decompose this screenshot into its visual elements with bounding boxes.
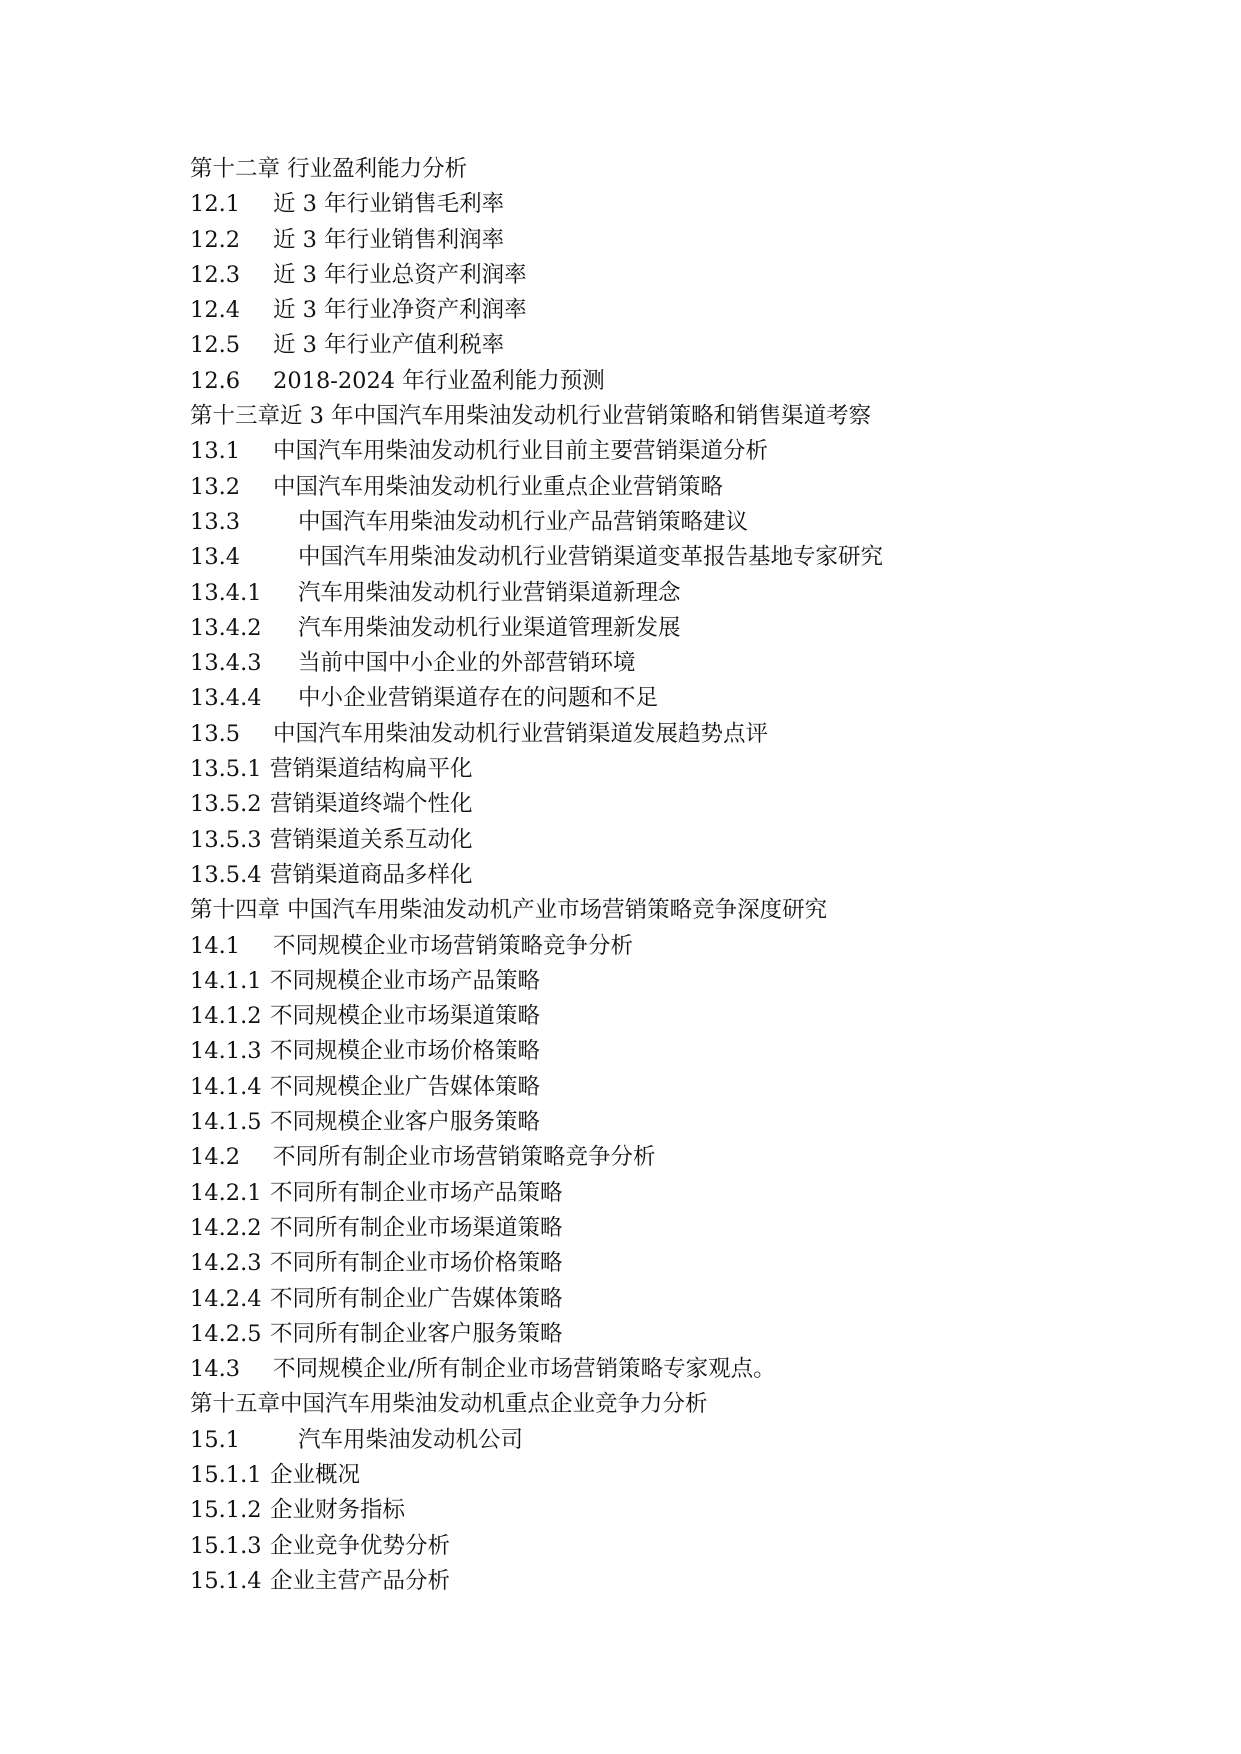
toc-entry <box>190 964 1190 999</box>
toc-entry <box>190 787 1190 822</box>
toc-entry <box>190 1423 1190 1458</box>
toc-entry <box>190 540 1190 575</box>
toc-entry-number: 14.1.3 <box>190 1038 262 1065</box>
toc-entry-number: 12.2 <box>190 226 241 253</box>
toc-entry-number: 13.5.2 <box>190 791 262 818</box>
toc-entry-title: 中国汽车用柴油发动机行业目前主要营销渠道分析 <box>273 438 769 465</box>
toc-entry-number: 15.1 <box>190 1426 241 1453</box>
toc-entry <box>190 364 1190 399</box>
toc-entry-title: 不同所有制企业市场价格策略 <box>270 1250 563 1277</box>
toc-entry-title: 中国汽车用柴油发动机行业产品营销策略建议 <box>298 508 749 535</box>
toc-entry-title: 不同所有制企业市场营销策略竞争分析 <box>273 1144 656 1171</box>
toc-entry <box>190 1211 1190 1246</box>
toc-chapter-heading <box>190 152 1190 187</box>
toc-entry-number: 14.2.2 <box>190 1214 262 1241</box>
toc-entry-number: 13.4.3 <box>190 650 262 677</box>
toc-entry-number: 15.1.2 <box>190 1497 262 1524</box>
toc-entry-number: 12.3 <box>190 261 241 288</box>
toc-entry-title: 近 3 年行业销售利润率 <box>273 226 505 253</box>
toc-entry-title: 不同规模企业/所有制企业市场营销策略专家观点。 <box>273 1356 776 1383</box>
toc-entry <box>190 1317 1190 1352</box>
toc-entry-title: 企业竞争优势分析 <box>270 1532 451 1559</box>
toc-entry-number: 14.1.5 <box>190 1109 262 1136</box>
toc-entry <box>190 611 1190 646</box>
toc-entry-title: 当前中国中小企业的外部营销环境 <box>298 650 636 677</box>
toc-entry <box>190 258 1190 293</box>
toc-entry-number: 15.1.3 <box>190 1532 262 1559</box>
toc-entry-title: 营销渠道终端个性化 <box>270 791 473 818</box>
toc-entry-number: 13.5.3 <box>190 826 262 853</box>
toc-entry <box>190 434 1190 469</box>
toc-entry-number: 14.2.3 <box>190 1250 262 1277</box>
toc-entry-title: 近 3 年行业产值利税率 <box>273 332 505 359</box>
toc-entry-title: 不同规模企业广告媒体策略 <box>270 1073 541 1100</box>
toc-entry <box>190 1070 1190 1105</box>
toc-entry <box>190 1282 1190 1317</box>
toc-chapter-title: 第十三章近 3 年中国汽车用柴油发动机行业营销策略和销售渠道考察 <box>190 403 872 430</box>
toc-entry-number: 13.5 <box>190 720 241 747</box>
toc-entry <box>190 1246 1190 1281</box>
toc-entry-title: 汽车用柴油发动机公司 <box>298 1426 524 1453</box>
toc-chapter-heading <box>190 1387 1190 1422</box>
toc-entry-title: 企业财务指标 <box>270 1497 406 1524</box>
toc-entry-number: 14.2.1 <box>190 1179 262 1206</box>
toc-entry-number: 12.4 <box>190 297 241 324</box>
toc-entry-title: 不同所有制企业客户服务策略 <box>270 1320 563 1347</box>
toc-entry <box>190 1352 1190 1387</box>
toc-chapter-title: 第十五章中国汽车用柴油发动机重点企业竞争力分析 <box>190 1391 708 1418</box>
toc-entry-title: 不同规模企业市场价格策略 <box>270 1038 541 1065</box>
toc-entry-title: 近 3 年行业净资产利润率 <box>273 297 527 324</box>
toc-entry <box>190 823 1190 858</box>
toc-entry-number: 15.1.1 <box>190 1461 262 1488</box>
toc-entry-title: 不同所有制企业市场产品策略 <box>270 1179 563 1206</box>
toc-entry-number: 14.2.4 <box>190 1285 262 1312</box>
toc-entry-title: 企业概况 <box>270 1461 361 1488</box>
toc-entry-number: 13.4 <box>190 544 241 571</box>
toc-entry <box>190 293 1190 328</box>
toc-entry-title: 中国汽车用柴油发动机行业营销渠道变革报告基地专家研究 <box>298 544 884 571</box>
toc-entry-number: 14.2 <box>190 1144 241 1171</box>
toc-entry-number: 14.2.5 <box>190 1320 262 1347</box>
toc-entry <box>190 1493 1190 1528</box>
toc-entry <box>190 1458 1190 1493</box>
toc-entry <box>190 681 1190 716</box>
table-of-contents <box>190 152 1190 1599</box>
toc-entry-number: 14.1.1 <box>190 967 262 994</box>
toc-entry-title: 汽车用柴油发动机行业营销渠道新理念 <box>298 579 681 606</box>
toc-entry-title: 汽车用柴油发动机行业渠道管理新发展 <box>298 614 681 641</box>
toc-entry-number: 13.1 <box>190 438 241 465</box>
toc-chapter-title: 第十二章 行业盈利能力分析 <box>190 156 468 182</box>
toc-chapter-heading <box>190 893 1190 928</box>
toc-entry-title: 近 3 年行业总资产利润率 <box>273 261 527 288</box>
toc-entry-title: 营销渠道商品多样化 <box>270 861 473 888</box>
toc-entry-number: 13.4.4 <box>190 685 262 712</box>
toc-entry-title: 中国汽车用柴油发动机行业重点企业营销策略 <box>273 473 724 500</box>
toc-entry-number: 14.1.2 <box>190 1003 262 1030</box>
toc-entry <box>190 717 1190 752</box>
toc-chapter-heading <box>190 399 1190 434</box>
toc-entry-title: 不同规模企业市场产品策略 <box>270 967 541 994</box>
toc-entry <box>190 1105 1190 1140</box>
toc-entry <box>190 1176 1190 1211</box>
toc-entry-title: 营销渠道结构扁平化 <box>270 756 473 783</box>
toc-entry <box>190 576 1190 611</box>
toc-entry <box>190 929 1190 964</box>
toc-entry <box>190 328 1190 363</box>
toc-entry <box>190 999 1190 1034</box>
toc-entry <box>190 1564 1190 1599</box>
toc-entry-title: 中国汽车用柴油发动机行业营销渠道发展趋势点评 <box>273 720 769 747</box>
toc-entry <box>190 1140 1190 1175</box>
toc-entry-number: 13.4.2 <box>190 614 262 641</box>
toc-entry-number: 14.1 <box>190 932 241 959</box>
toc-entry <box>190 223 1190 258</box>
toc-entry <box>190 1529 1190 1564</box>
toc-entry-title: 不同规模企业客户服务策略 <box>270 1109 541 1136</box>
toc-entry-title: 企业主营产品分析 <box>270 1567 451 1594</box>
toc-entry-number: 13.5.1 <box>190 756 262 783</box>
toc-entry-number: 13.3 <box>190 508 241 535</box>
toc-entry-number: 12.6 <box>190 367 241 394</box>
toc-entry-title: 中小企业营销渠道存在的问题和不足 <box>298 685 659 712</box>
toc-entry-number: 14.3 <box>190 1356 241 1383</box>
toc-entry-title: 营销渠道关系互动化 <box>270 826 473 853</box>
toc-entry-title: 近 3 年行业销售毛利率 <box>273 191 505 218</box>
toc-entry-number: 14.1.4 <box>190 1073 262 1100</box>
toc-entry <box>190 752 1190 787</box>
toc-entry-number: 13.2 <box>190 473 241 500</box>
toc-entry-title: 2018-2024 年行业盈利能力预测 <box>273 367 605 394</box>
toc-entry-number: 13.5.4 <box>190 861 262 888</box>
toc-entry-title: 不同所有制企业市场渠道策略 <box>270 1214 563 1241</box>
toc-entry-title: 不同规模企业市场渠道策略 <box>270 1003 541 1030</box>
toc-chapter-title: 第十四章 中国汽车用柴油发动机产业市场营销策略竞争深度研究 <box>190 897 828 924</box>
toc-entry-number: 12.1 <box>190 191 241 218</box>
toc-entry <box>190 858 1190 893</box>
toc-entry <box>190 646 1190 681</box>
toc-entry <box>190 187 1190 222</box>
toc-entry-number: 13.4.1 <box>190 579 262 606</box>
toc-entry-number: 15.1.4 <box>190 1567 262 1594</box>
toc-entry <box>190 470 1190 505</box>
toc-entry-title: 不同所有制企业广告媒体策略 <box>270 1285 563 1312</box>
toc-entry-title: 不同规模企业市场营销策略竞争分析 <box>273 932 634 959</box>
toc-entry <box>190 1034 1190 1069</box>
toc-entry-number: 12.5 <box>190 332 241 359</box>
toc-entry <box>190 505 1190 540</box>
